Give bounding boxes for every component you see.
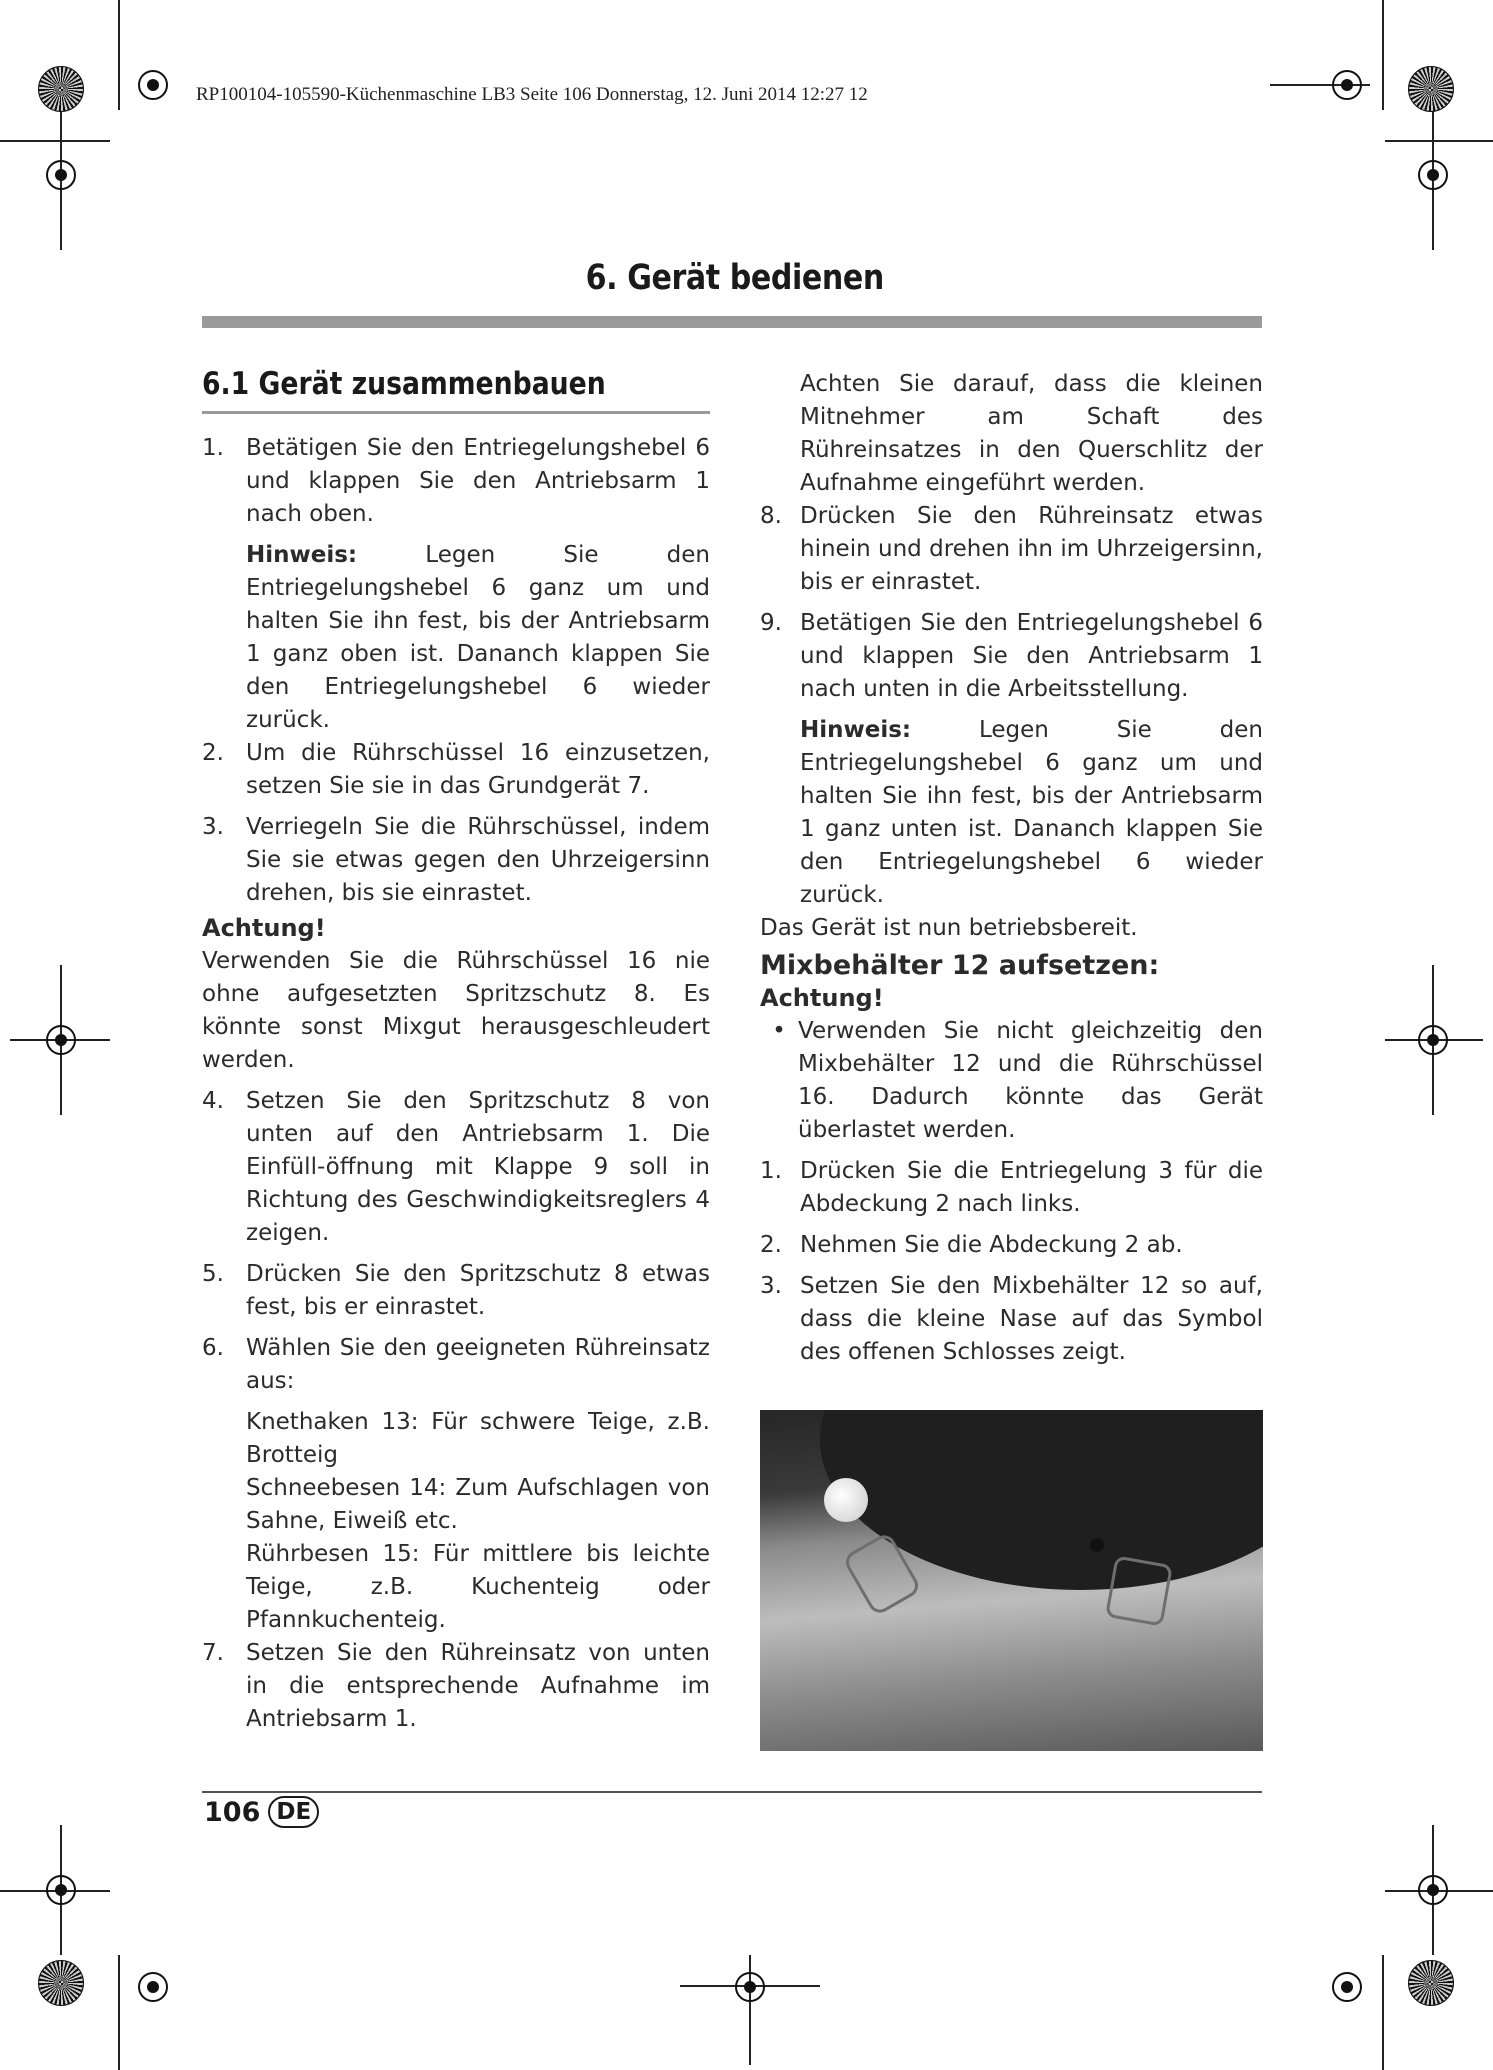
- footer-rule: [202, 1791, 1262, 1793]
- color-wheel-mark: [1408, 1960, 1454, 2006]
- color-wheel-mark: [38, 1960, 84, 2006]
- mix-heading: Mixbehälter 12 aufsetzen:: [760, 950, 1160, 981]
- warning-label: Achtung!: [760, 984, 884, 1012]
- section-rule: [202, 411, 710, 414]
- list-item: 3. Setzen Sie den Mixbehälter 12 so auf, dass die kleine Nase auf das Symbol des offenen Schlosses zeigt.: [760, 1273, 1263, 1365]
- note-paragraph: Hinweis: Legen Sie den Entriegelungshebel 6 ganz um und halten Sie ihn fest, bis der Antriebsarm 1 ganz oben ist. Dananch klappen Sie den Entriegelungshebel 6 wieder zurück.: [246, 542, 710, 733]
- registration-target: [46, 1025, 76, 1055]
- registration-target: [138, 70, 168, 100]
- list-item: 3. Verriegeln Sie die Rührschüssel, indem Sie sie etwas gegen den Uhrzeigersinn drehen, bis sie einrastet.: [202, 814, 710, 906]
- language-badge: DE: [268, 1796, 319, 1828]
- crop-mark: [1382, 0, 1384, 110]
- list-item: 1. Drücken Sie die Entriegelung 3 für die Abdeckung 2 nach links.: [760, 1158, 1263, 1217]
- registration-target: [1332, 1972, 1362, 2002]
- tool-option: Schneebesen 14: Zum Aufschlagen von Sahne, Eiweiß etc.: [246, 1475, 710, 1534]
- registration-target: [1332, 70, 1362, 100]
- list-item: 9. Betätigen Sie den Entriegelungshebel 6 und klappen Sie den Antriebsarm 1 nach unten in die Arbeitsstellung.: [760, 610, 1263, 702]
- registration-target: [1418, 160, 1448, 190]
- list-item: 7. Setzen Sie den Rühreinsatz von unten in die entsprechende Aufnahme im Antriebsarm 1.: [202, 1640, 710, 1732]
- note-label: Hinweis:: [800, 717, 912, 743]
- chapter-title-bar: [202, 316, 1262, 328]
- list-item: 2. Nehmen Sie die Abdeckung 2 ab.: [760, 1232, 1183, 1258]
- list-item: 4. Setzen Sie den Spritzschutz 8 von unten auf den Antriebsarm 1. Die Einfüll-öffnung mit Klappe 9 soll in Richtung des Geschwindigkeitsreglers 4 zeigen.: [202, 1088, 710, 1246]
- step-continuation: Achten Sie darauf, dass die kleinen Mitnehmer am Schaft des Rühreinsatzes in den Querschlitz der Aufnahme eingeführt werden.: [800, 371, 1263, 496]
- note-paragraph: Hinweis: Legen Sie den Entriegelungshebel 6 ganz um und halten Sie ihn fest, bis der Antriebsarm 1 ganz unten ist. Dananch klappen Sie den Entriegelungshebel 6 wieder zurück.: [800, 717, 1263, 908]
- section-title: 6.1 Gerät zusammenbauen: [202, 366, 606, 402]
- list-item: 2. Um die Rührschüssel 16 einzusetzen, setzen Sie sie in das Grundgerät 7.: [202, 740, 710, 799]
- right-column: [760, 368, 1263, 1377]
- bullet-item: • Verwenden Sie nicht gleichzeitig den Mixbehälter 12 und die Rührschüssel 16. Dadurch könnte das Gerät überlastet werden.: [772, 1018, 1263, 1143]
- warning-label: Achtung!: [202, 914, 326, 942]
- list-item: 1. Betätigen Sie den Entriegelungshebel 6 und klappen Sie den Antriebsarm 1 nach oben.: [202, 435, 710, 527]
- list-item: 6. Wählen Sie den geeigneten Rühreinsatz aus:: [202, 1335, 710, 1394]
- color-wheel-mark: [1408, 66, 1454, 112]
- page-number: 106: [204, 1796, 261, 1828]
- crop-mark: [0, 140, 110, 142]
- registration-target: [46, 1875, 76, 1905]
- color-wheel-mark: [38, 66, 84, 112]
- chapter-title: 6. Gerät bedienen: [585, 258, 884, 298]
- left-column: [202, 368, 710, 1744]
- crop-mark: [1382, 1955, 1384, 2070]
- mixer-lock-photo: [760, 1410, 1263, 1751]
- warning-text: Verwenden Sie die Rührschüssel 16 nie ohne aufgesetzten Spritzschutz 8. Es könnte sonst Mixgut herausgeschleudert werden.: [202, 948, 710, 1073]
- note-label: Hinweis:: [246, 542, 358, 568]
- registration-target: [735, 1972, 765, 2002]
- crop-mark: [118, 0, 120, 110]
- print-header: RP100104-105590-Küchenmaschine LB3 Seite 106 Donnerstag, 12. Juni 2014 12:27 12: [196, 84, 868, 105]
- closed-lock-icon: [1105, 1555, 1173, 1626]
- registration-target: [1418, 1875, 1448, 1905]
- crop-mark: [1385, 140, 1493, 142]
- tool-option: Knethaken 13: Für schwere Teige, z.B. Brotteig: [246, 1409, 710, 1468]
- tool-option: Rührbesen 15: Für mittlere bis leichte Teige, z.B. Kuchenteig oder Pfannkuchenteig.: [246, 1541, 710, 1633]
- page-footer: [204, 1796, 319, 1828]
- list-item: 5. Drücken Sie den Spritzschutz 8 etwas fest, bis er einrastet.: [202, 1261, 710, 1320]
- registration-target: [1418, 1025, 1448, 1055]
- crop-mark: [118, 1955, 120, 2070]
- ready-text: Das Gerät ist nun betriebsbereit.: [760, 915, 1138, 941]
- registration-target: [138, 1972, 168, 2002]
- registration-target: [46, 160, 76, 190]
- list-item: 8. Drücken Sie den Rühreinsatz etwas hinein und drehen ihn im Uhrzeigersinn, bis er einrastet.: [760, 503, 1263, 595]
